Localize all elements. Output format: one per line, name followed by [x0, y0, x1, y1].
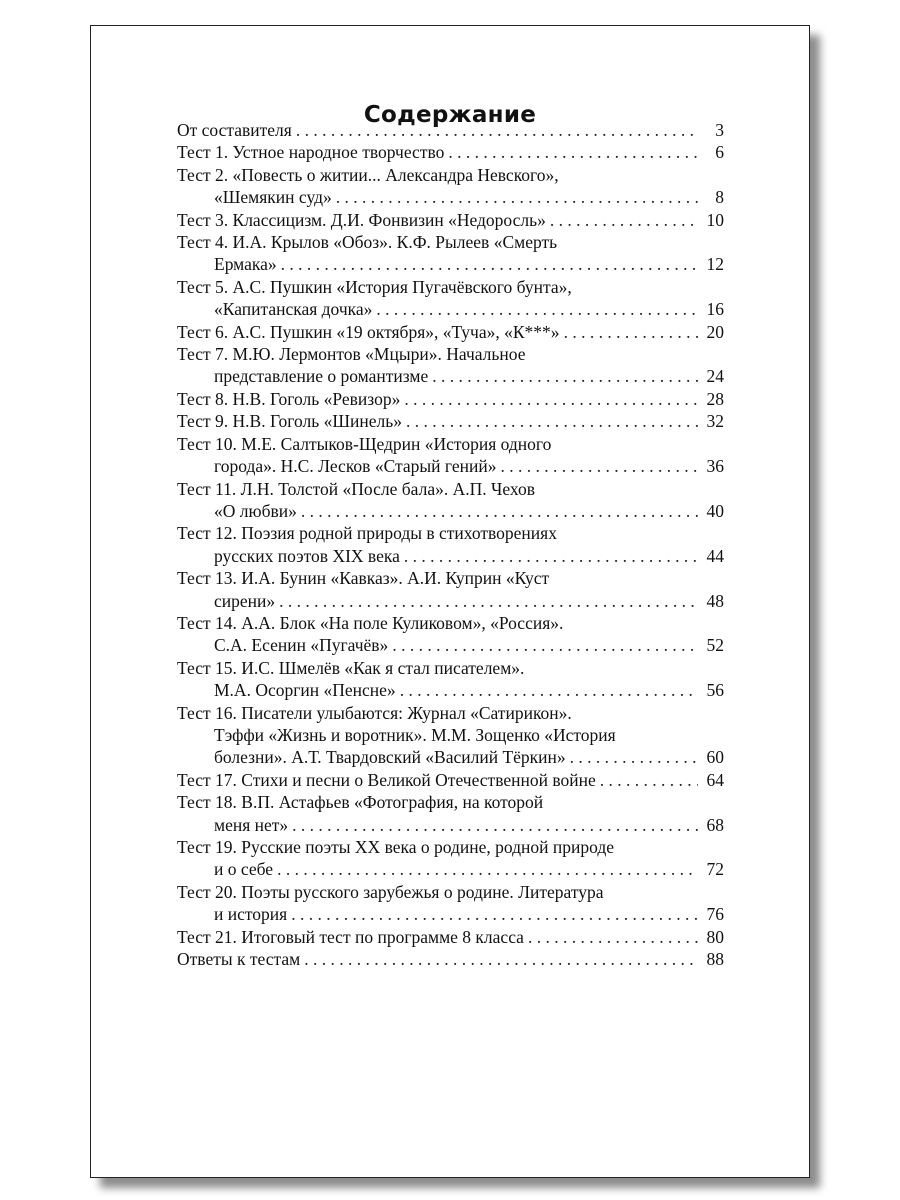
- dot-leader: [560, 321, 698, 343]
- toc-entry-title: русских поэтов XIX века: [214, 545, 400, 566]
- toc-entry-line: [177, 881, 724, 903]
- toc-entry-line: [177, 186, 724, 208]
- toc-entry-title: Тест 3. Классицизм. Д.И. Фонвизин «Недоросль»: [177, 209, 546, 230]
- toc-page-number: 44: [706, 545, 724, 566]
- toc-entry-title: Тест 7. М.Ю. Лермонтов «Мцыри». Начальное: [177, 344, 526, 365]
- toc-entry-title: Тест 8. Н.В. Гоголь «Ревизор»: [177, 388, 401, 409]
- toc-entry-line: [177, 119, 724, 141]
- toc-entry-line: [177, 433, 724, 455]
- dot-leader: [388, 634, 698, 656]
- toc-entry: [177, 209, 724, 231]
- toc-page-number: 80: [706, 926, 724, 947]
- toc-entry: [177, 657, 724, 702]
- toc-page-number: 28: [706, 388, 724, 409]
- toc-entry: [177, 769, 724, 791]
- toc-entry: [177, 791, 724, 836]
- toc-entry-title: Тест 6. А.С. Пушкин «19 октября», «Туча», «К***»: [177, 321, 560, 342]
- toc-entry-line: [177, 164, 724, 186]
- dot-leader: [524, 926, 698, 948]
- toc-entry: [177, 433, 724, 478]
- dot-leader: [275, 590, 698, 612]
- toc-entry-title: Тест 1. Устное народное творчество: [177, 142, 445, 163]
- toc-entry: [177, 164, 724, 209]
- book-page: [90, 25, 810, 1178]
- toc-entry-title: Тест 18. В.П. Астафьев «Фотография, на которой: [177, 792, 544, 813]
- toc-page-number: 8: [715, 187, 724, 208]
- toc-entry-line: [177, 590, 724, 612]
- toc-entry-line: [177, 455, 724, 477]
- dot-leader: [496, 455, 698, 477]
- toc-entry: [177, 343, 724, 388]
- dot-leader: [287, 903, 698, 925]
- toc-entry-line: [177, 231, 724, 253]
- toc-entry: [177, 612, 724, 657]
- toc-entry-title: Тэффи «Жизнь и воротник». М.М. Зощенко «История: [214, 724, 616, 745]
- toc-page-number: 6: [715, 142, 724, 163]
- toc-entry: [177, 478, 724, 523]
- dot-leader: [596, 769, 698, 791]
- toc-entry-title: Тест 15. И.С. Шмелёв «Как я стал писателем».: [177, 657, 525, 678]
- toc-page-number: 36: [706, 456, 724, 477]
- dot-leader: [300, 948, 698, 970]
- toc-entry-line: [177, 724, 724, 746]
- toc-entry-title: меня нет»: [214, 814, 289, 835]
- toc-entry: [177, 926, 724, 948]
- toc-page-number: 48: [706, 590, 724, 611]
- toc-entry-line: [177, 365, 724, 387]
- toc-entry: [177, 522, 724, 567]
- dot-leader: [402, 410, 698, 432]
- toc-entry: [177, 388, 724, 410]
- toc-page-number: 56: [706, 680, 724, 701]
- toc-page-number: 88: [706, 949, 724, 970]
- toc-page-number: 72: [706, 859, 724, 880]
- toc-entry: [177, 119, 724, 141]
- dot-leader: [297, 500, 698, 522]
- dot-leader: [292, 119, 698, 141]
- toc-page-number: 3: [715, 120, 724, 140]
- toc-entry: [177, 567, 724, 612]
- toc-entry-title: Тест 21. Итоговый тест по программе 8 класса: [177, 926, 524, 947]
- toc-entry: [177, 231, 724, 276]
- toc-entry-line: [177, 410, 724, 432]
- toc-entry-line: [177, 769, 724, 791]
- toc-entry-line: [177, 478, 724, 500]
- toc-entry-title: Тест 13. И.А. Бунин «Кавказ». А.И. Куприн «Куст: [177, 568, 550, 589]
- toc-entry-title: представление о романтизме: [214, 366, 429, 387]
- dot-leader: [332, 186, 698, 208]
- toc-entry-title: Тест 2. «Повесть о житии... Александра Невского»,: [177, 164, 559, 185]
- toc-entry-line: [177, 634, 724, 656]
- toc-entry-line: [177, 926, 724, 948]
- toc-entry-title: Тест 16. Писатели улыбаются: Журнал «Сатирикон».: [177, 702, 572, 723]
- toc-entry: [177, 276, 724, 321]
- table-of-contents: [177, 119, 724, 970]
- dot-leader: [396, 679, 698, 701]
- toc-entry: [177, 141, 724, 163]
- dot-leader: [546, 209, 698, 231]
- toc-entry-title: Тест 11. Л.Н. Толстой «После бала». А.П. Чехов: [177, 478, 535, 499]
- dot-leader: [566, 746, 698, 768]
- toc-entry-title: Тест 10. М.Е. Салтыков-Щедрин «История одного: [177, 433, 552, 454]
- dot-leader: [273, 858, 698, 880]
- toc-entry-title: Ответы к тестам: [177, 949, 301, 970]
- toc-entry-line: [177, 903, 724, 925]
- toc-entry-line: [177, 141, 724, 163]
- toc-entry-line: [177, 500, 724, 522]
- toc-entry-title: Тест 14. А.А. Блок «На поле Куликовом», «Россия».: [177, 612, 564, 633]
- toc-entry-title: Тест 20. Поэты русского зарубежья о родине. Литература: [177, 881, 604, 902]
- toc-entry: [177, 948, 724, 970]
- toc-entry-line: [177, 522, 724, 544]
- toc-entry-line: [177, 836, 724, 858]
- toc-entry-line: [177, 791, 724, 813]
- toc-entry-title: Тест 19. Русские поэты XX века о родине, родной природе: [177, 837, 615, 857]
- toc-entry-title: Тест 5. А.С. Пушкин «История Пугачёвского бунта»,: [177, 276, 572, 297]
- dot-leader: [277, 253, 698, 275]
- toc-entry-title: С.А. Есенин «Пугачёв»: [214, 635, 389, 656]
- toc-entry-title: болезни». А.Т. Твардовский «Василий Тёркин»: [214, 747, 566, 768]
- toc-entry-title: сирени»: [214, 590, 276, 611]
- toc-entry-title: От составителя: [177, 120, 292, 140]
- toc-page-number: 68: [706, 814, 724, 835]
- dot-leader: [428, 365, 698, 387]
- toc-entry: [177, 321, 724, 343]
- toc-entry-title: «Шемякин суд»: [214, 187, 332, 208]
- toc-entry-line: [177, 321, 724, 343]
- toc-entry-line: [177, 567, 724, 589]
- toc-page-number: 32: [706, 411, 724, 432]
- dot-leader: [444, 141, 698, 163]
- toc-page-number: 10: [706, 209, 724, 230]
- toc-entry-title: Тест 4. И.А. Крылов «Обоз». К.Ф. Рылеев «Смерть: [177, 232, 558, 253]
- toc-page-number: 12: [706, 254, 724, 275]
- toc-entry-title: «Капитанская дочка»: [214, 299, 373, 320]
- toc-entry-line: [177, 276, 724, 298]
- toc-entry-line: [177, 545, 724, 567]
- toc-entry-title: Тест 12. Поэзия родной природы в стихотворениях: [177, 523, 557, 544]
- toc-entry-line: [177, 702, 724, 724]
- toc-entry-title: Тест 9. Н.В. Гоголь «Шинель»: [177, 411, 402, 432]
- toc-entry-title: Ермака»: [214, 254, 277, 275]
- toc-entry-line: [177, 388, 724, 410]
- toc-entry-line: [177, 679, 724, 701]
- dot-leader: [400, 545, 698, 567]
- toc-entry-title: М.А. Осоргин «Пенсне»: [214, 680, 396, 701]
- toc-page-number: 76: [706, 904, 724, 925]
- toc-entry-line: [177, 657, 724, 679]
- toc-page-number: 52: [706, 635, 724, 656]
- toc-entry: [177, 881, 724, 926]
- toc-entry-line: [177, 343, 724, 365]
- dot-leader: [400, 388, 698, 410]
- toc-entry-title: и о себе: [214, 859, 274, 880]
- toc-entry-line: [177, 948, 724, 970]
- toc-entry: [177, 836, 724, 881]
- toc-page-number: 24: [706, 366, 724, 387]
- toc-page-number: 16: [706, 299, 724, 320]
- toc-page-number: 20: [706, 321, 724, 342]
- toc-entry-line: [177, 814, 724, 836]
- toc-entry-line: [177, 612, 724, 634]
- toc-page-number: 40: [706, 500, 724, 521]
- toc-entry-line: [177, 858, 724, 880]
- toc-entry-line: [177, 746, 724, 768]
- toc-page-number: 60: [706, 747, 724, 768]
- toc-entry: [177, 702, 724, 769]
- page-title: Содержание: [363, 102, 537, 128]
- dot-leader: [372, 298, 698, 320]
- toc-page-number: 64: [706, 769, 724, 790]
- toc-entry-line: [177, 253, 724, 275]
- dot-leader: [288, 814, 698, 836]
- toc-entry: [177, 410, 724, 432]
- toc-entry-line: [177, 209, 724, 231]
- toc-entry-title: города». Н.С. Лесков «Старый гений»: [214, 456, 497, 477]
- toc-entry-title: «О любви»: [214, 500, 297, 521]
- toc-entry-title: и история: [214, 904, 288, 925]
- toc-entry-line: [177, 298, 724, 320]
- toc-entry-title: Тест 17. Стихи и песни о Великой Отечественной войне: [177, 769, 596, 790]
